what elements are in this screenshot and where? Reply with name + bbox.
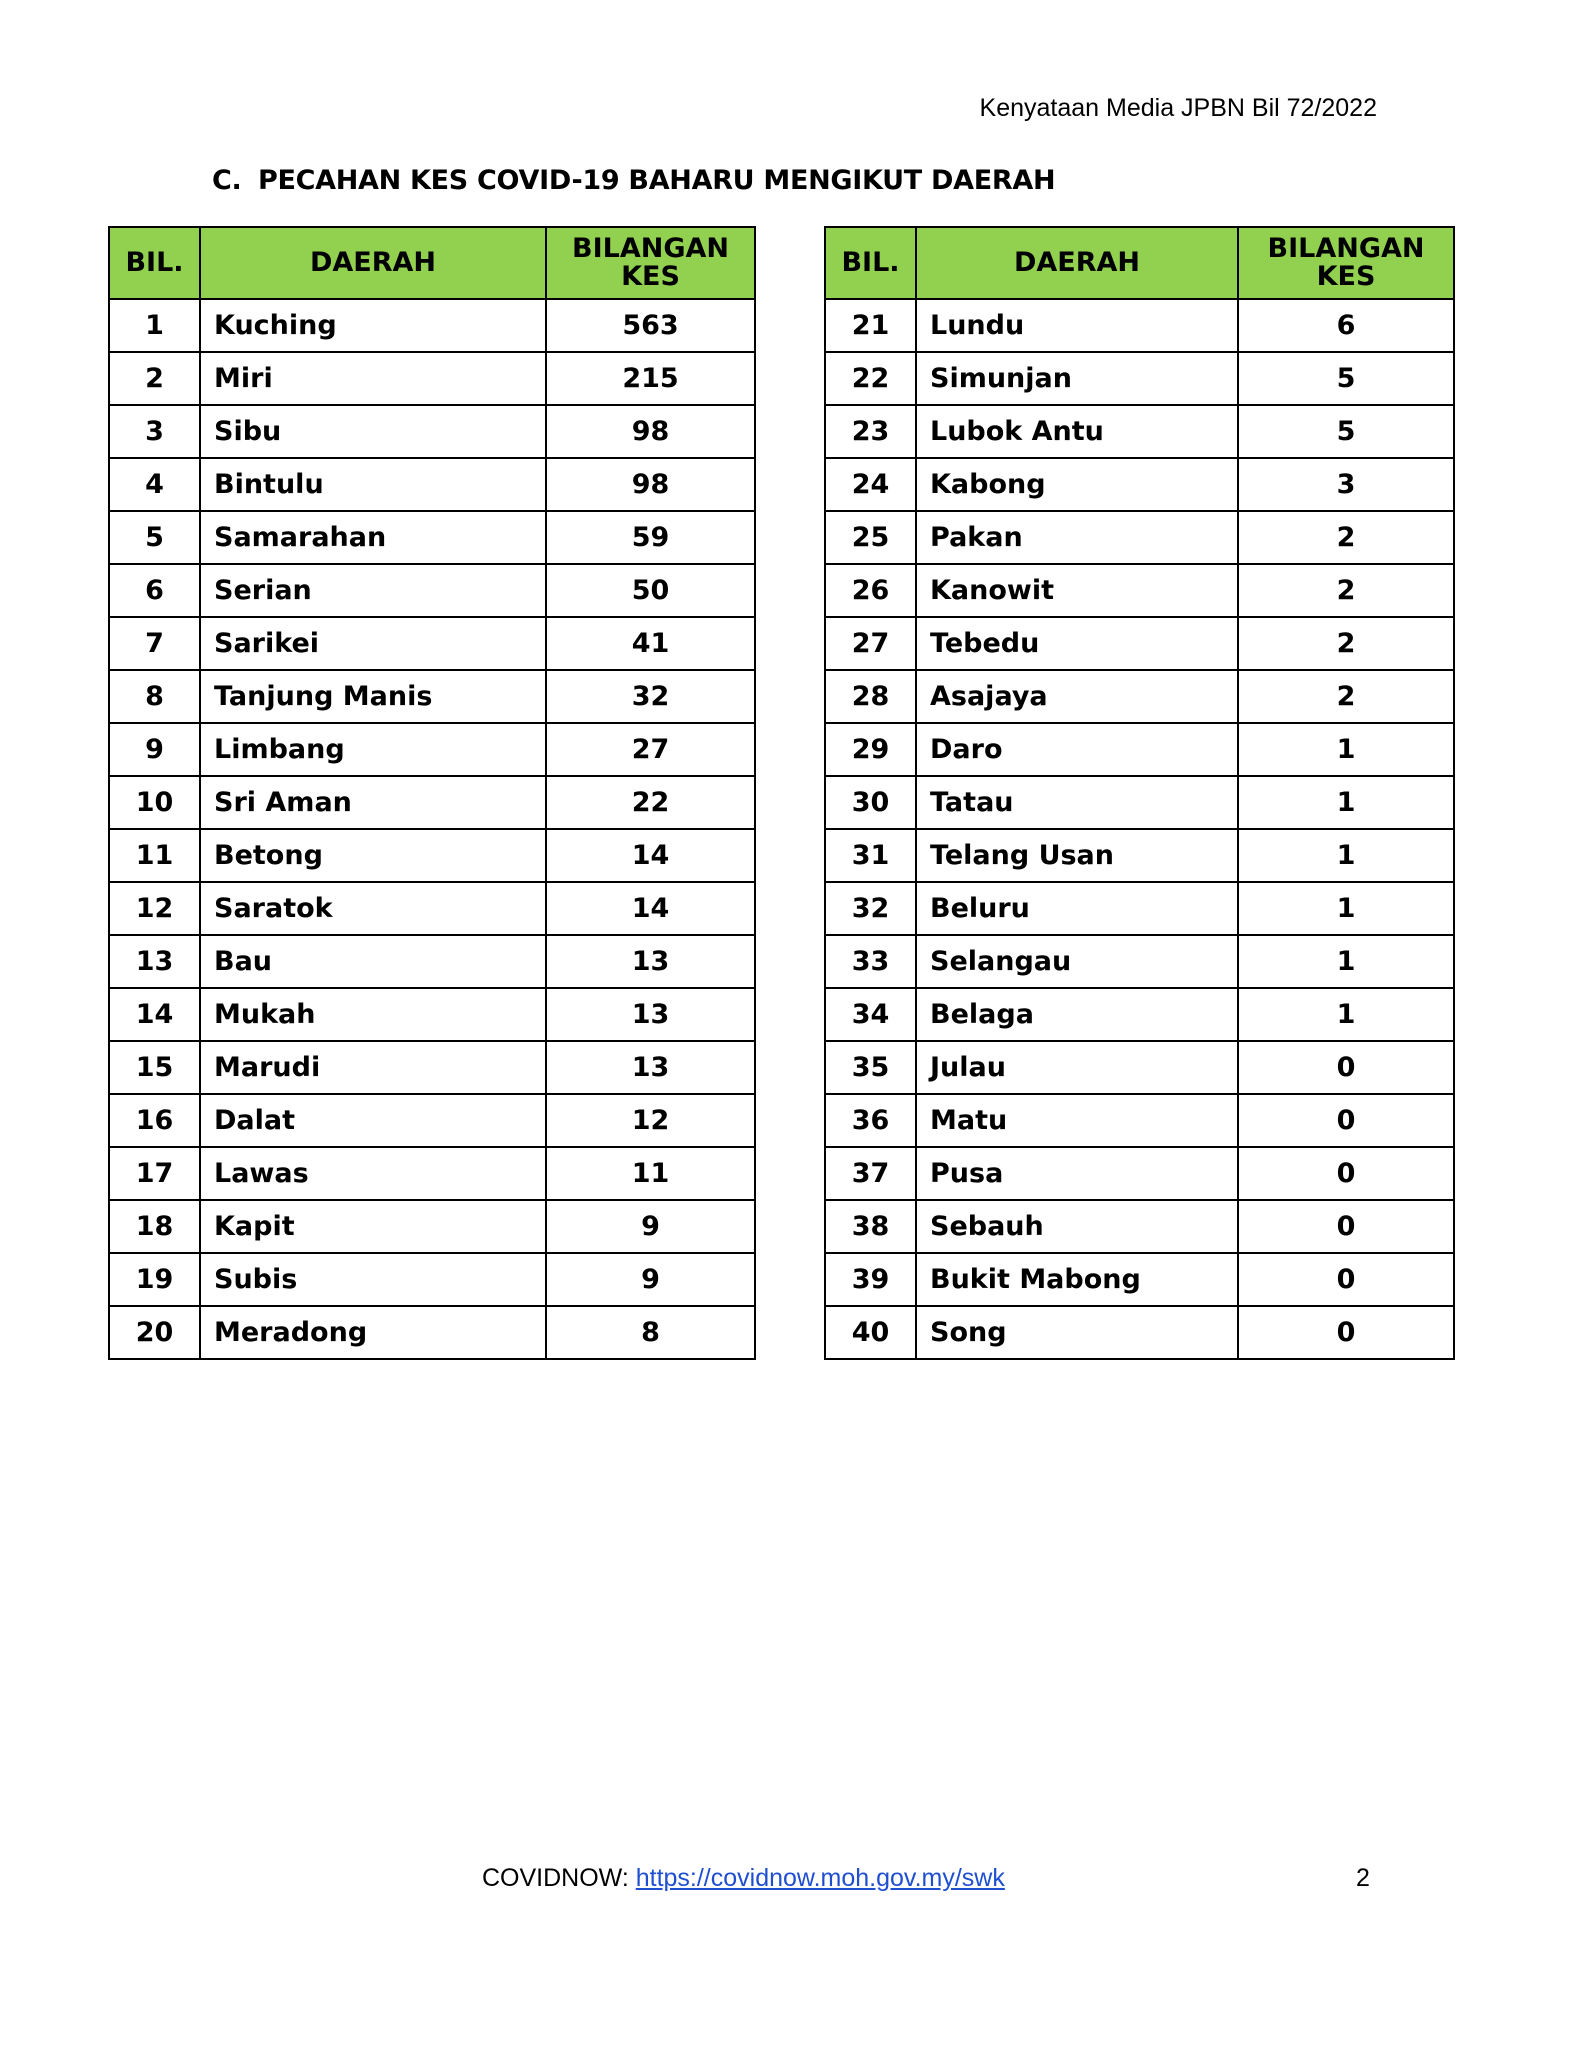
district-name-cell: Marudi xyxy=(200,1041,546,1094)
district-name-cell: Tanjung Manis xyxy=(200,670,546,723)
case-count-cell: 3 xyxy=(1238,458,1454,511)
case-count-cell: 0 xyxy=(1238,1306,1454,1359)
table-row xyxy=(109,1041,755,1094)
district-name-cell: Sebauh xyxy=(916,1200,1238,1253)
header-bilangan-line2: KES xyxy=(1316,261,1376,292)
district-name-cell: Asajaya xyxy=(916,670,1238,723)
case-count-cell: 2 xyxy=(1238,511,1454,564)
district-name-cell: Beluru xyxy=(916,882,1238,935)
row-number-cell: 37 xyxy=(825,1147,916,1200)
case-count-cell: 9 xyxy=(546,1200,755,1253)
case-count-cell: 563 xyxy=(546,299,755,352)
district-name-cell: Tatau xyxy=(916,776,1238,829)
row-number-cell: 34 xyxy=(825,988,916,1041)
table-row xyxy=(825,670,1454,723)
row-number-cell: 6 xyxy=(109,564,200,617)
case-count-cell: 14 xyxy=(546,829,755,882)
row-number-cell: 21 xyxy=(825,299,916,352)
case-count-cell: 22 xyxy=(546,776,755,829)
case-count-cell: 1 xyxy=(1238,935,1454,988)
district-name-cell: Belaga xyxy=(916,988,1238,1041)
district-name-cell: Kabong xyxy=(916,458,1238,511)
row-number-cell: 23 xyxy=(825,405,916,458)
district-name-cell: Telang Usan xyxy=(916,829,1238,882)
district-name-cell: Samarahan xyxy=(200,511,546,564)
case-count-cell: 2 xyxy=(1238,670,1454,723)
table-row xyxy=(825,1094,1454,1147)
table-row xyxy=(109,670,755,723)
row-number-cell: 13 xyxy=(109,935,200,988)
district-name-cell: Dalat xyxy=(200,1094,546,1147)
district-name-cell: Simunjan xyxy=(916,352,1238,405)
district-name-cell: Lundu xyxy=(916,299,1238,352)
case-count-cell: 2 xyxy=(1238,617,1454,670)
case-count-cell: 27 xyxy=(546,723,755,776)
case-count-cell: 11 xyxy=(546,1147,755,1200)
case-count-cell: 0 xyxy=(1238,1253,1454,1306)
case-count-cell: 98 xyxy=(546,405,755,458)
table-row xyxy=(825,1253,1454,1306)
table-row xyxy=(825,1306,1454,1359)
row-number-cell: 3 xyxy=(109,405,200,458)
case-count-cell: 32 xyxy=(546,670,755,723)
row-number-cell: 1 xyxy=(109,299,200,352)
table-body-left xyxy=(109,299,755,1359)
case-count-cell: 2 xyxy=(1238,564,1454,617)
row-number-cell: 32 xyxy=(825,882,916,935)
case-count-cell: 1 xyxy=(1238,829,1454,882)
case-count-cell: 59 xyxy=(546,511,755,564)
header-bilangan-line1: BILANGAN xyxy=(1267,233,1425,264)
row-number-cell: 27 xyxy=(825,617,916,670)
header-bil: BIL. xyxy=(825,227,916,299)
case-count-cell: 8 xyxy=(546,1306,755,1359)
case-count-cell: 13 xyxy=(546,935,755,988)
row-number-cell: 39 xyxy=(825,1253,916,1306)
case-count-cell: 13 xyxy=(546,1041,755,1094)
table-row xyxy=(825,352,1454,405)
district-table-left xyxy=(108,226,756,1360)
case-count-cell: 12 xyxy=(546,1094,755,1147)
table-row xyxy=(109,405,755,458)
district-name-cell: Tebedu xyxy=(916,617,1238,670)
table-row xyxy=(109,299,755,352)
table-row xyxy=(825,988,1454,1041)
section-title xyxy=(212,165,1055,196)
row-number-cell: 26 xyxy=(825,564,916,617)
district-name-cell: Subis xyxy=(200,1253,546,1306)
row-number-cell: 33 xyxy=(825,935,916,988)
district-name-cell: Bau xyxy=(200,935,546,988)
table-row xyxy=(109,352,755,405)
footer xyxy=(482,1864,1005,1893)
table-row xyxy=(825,1147,1454,1200)
table-row xyxy=(825,299,1454,352)
page-number: 2 xyxy=(1356,1864,1370,1892)
district-name-cell: Serian xyxy=(200,564,546,617)
case-count-cell: 6 xyxy=(1238,299,1454,352)
row-number-cell: 30 xyxy=(825,776,916,829)
row-number-cell: 16 xyxy=(109,1094,200,1147)
table-row xyxy=(109,458,755,511)
row-number-cell: 36 xyxy=(825,1094,916,1147)
district-name-cell: Bukit Mabong xyxy=(916,1253,1238,1306)
header-bil: BIL. xyxy=(109,227,200,299)
table-row xyxy=(109,776,755,829)
header-bilangan-line1: BILANGAN xyxy=(572,233,729,264)
row-number-cell: 25 xyxy=(825,511,916,564)
table-row xyxy=(825,1200,1454,1253)
case-count-cell: 98 xyxy=(546,458,755,511)
district-name-cell: Mukah xyxy=(200,988,546,1041)
district-name-cell: Saratok xyxy=(200,882,546,935)
row-number-cell: 19 xyxy=(109,1253,200,1306)
header-bilangan-kes xyxy=(1238,227,1454,299)
district-name-cell: Pusa xyxy=(916,1147,1238,1200)
district-name-cell: Daro xyxy=(916,723,1238,776)
district-name-cell: Sri Aman xyxy=(200,776,546,829)
case-count-cell: 0 xyxy=(1238,1094,1454,1147)
table-row xyxy=(825,564,1454,617)
row-number-cell: 18 xyxy=(109,1200,200,1253)
row-number-cell: 8 xyxy=(109,670,200,723)
district-name-cell: Julau xyxy=(916,1041,1238,1094)
table-row xyxy=(109,935,755,988)
district-name-cell: Kapit xyxy=(200,1200,546,1253)
case-count-cell: 50 xyxy=(546,564,755,617)
case-count-cell: 9 xyxy=(546,1253,755,1306)
footer-label: COVIDNOW: xyxy=(482,1864,636,1892)
header-bilangan-kes xyxy=(546,227,755,299)
row-number-cell: 28 xyxy=(825,670,916,723)
table-row xyxy=(825,617,1454,670)
table-row xyxy=(825,776,1454,829)
district-name-cell: Sibu xyxy=(200,405,546,458)
table-row xyxy=(825,829,1454,882)
row-number-cell: 7 xyxy=(109,617,200,670)
district-name-cell: Matu xyxy=(916,1094,1238,1147)
table-header-row xyxy=(825,227,1454,299)
district-name-cell: Lubok Antu xyxy=(916,405,1238,458)
table-row xyxy=(825,1041,1454,1094)
header-daerah: DAERAH xyxy=(200,227,546,299)
table-row xyxy=(109,511,755,564)
table-row xyxy=(825,723,1454,776)
section-title-text: PECAHAN KES COVID-19 BAHARU MENGIKUT DAERAH xyxy=(258,165,1056,196)
table-row xyxy=(109,1253,755,1306)
row-number-cell: 24 xyxy=(825,458,916,511)
row-number-cell: 22 xyxy=(825,352,916,405)
case-count-cell: 5 xyxy=(1238,352,1454,405)
table-row xyxy=(109,988,755,1041)
district-name-cell: Bintulu xyxy=(200,458,546,511)
table-row xyxy=(109,564,755,617)
district-name-cell: Song xyxy=(916,1306,1238,1359)
header-daerah: DAERAH xyxy=(916,227,1238,299)
table-row xyxy=(825,458,1454,511)
section-letter: C. xyxy=(212,165,242,196)
case-count-cell: 14 xyxy=(546,882,755,935)
table-body-right xyxy=(825,299,1454,1359)
table-row xyxy=(109,723,755,776)
case-count-cell: 0 xyxy=(1238,1147,1454,1200)
row-number-cell: 10 xyxy=(109,776,200,829)
case-count-cell: 1 xyxy=(1238,988,1454,1041)
row-number-cell: 38 xyxy=(825,1200,916,1253)
row-number-cell: 2 xyxy=(109,352,200,405)
district-name-cell: Sarikei xyxy=(200,617,546,670)
header-bilangan-line2: KES xyxy=(621,261,680,292)
row-number-cell: 9 xyxy=(109,723,200,776)
table-row xyxy=(109,617,755,670)
case-count-cell: 41 xyxy=(546,617,755,670)
district-name-cell: Kanowit xyxy=(916,564,1238,617)
row-number-cell: 5 xyxy=(109,511,200,564)
case-count-cell: 0 xyxy=(1238,1041,1454,1094)
row-number-cell: 17 xyxy=(109,1147,200,1200)
case-count-cell: 1 xyxy=(1238,723,1454,776)
district-name-cell: Kuching xyxy=(200,299,546,352)
district-name-cell: Meradong xyxy=(200,1306,546,1359)
district-name-cell: Selangau xyxy=(916,935,1238,988)
table-row xyxy=(109,1094,755,1147)
case-count-cell: 13 xyxy=(546,988,755,1041)
row-number-cell: 31 xyxy=(825,829,916,882)
district-name-cell: Betong xyxy=(200,829,546,882)
case-count-cell: 1 xyxy=(1238,776,1454,829)
district-name-cell: Miri xyxy=(200,352,546,405)
district-name-cell: Lawas xyxy=(200,1147,546,1200)
row-number-cell: 4 xyxy=(109,458,200,511)
row-number-cell: 35 xyxy=(825,1041,916,1094)
case-count-cell: 215 xyxy=(546,352,755,405)
case-count-cell: 0 xyxy=(1238,1200,1454,1253)
table-row xyxy=(109,1147,755,1200)
table-row xyxy=(109,882,755,935)
table-row xyxy=(825,405,1454,458)
district-name-cell: Pakan xyxy=(916,511,1238,564)
covidnow-link[interactable]: https://covidnow.moh.gov.my/swk xyxy=(635,1864,1005,1892)
table-row xyxy=(109,1306,755,1359)
row-number-cell: 11 xyxy=(109,829,200,882)
case-count-cell: 1 xyxy=(1238,882,1454,935)
row-number-cell: 14 xyxy=(109,988,200,1041)
table-row xyxy=(825,935,1454,988)
table-row xyxy=(825,511,1454,564)
row-number-cell: 40 xyxy=(825,1306,916,1359)
table-row xyxy=(825,882,1454,935)
row-number-cell: 15 xyxy=(109,1041,200,1094)
case-count-cell: 5 xyxy=(1238,405,1454,458)
table-header-row xyxy=(109,227,755,299)
document-reference: Kenyataan Media JPBN Bil 72/2022 xyxy=(979,94,1377,122)
row-number-cell: 20 xyxy=(109,1306,200,1359)
table-row xyxy=(109,829,755,882)
district-name-cell: Limbang xyxy=(200,723,546,776)
row-number-cell: 12 xyxy=(109,882,200,935)
row-number-cell: 29 xyxy=(825,723,916,776)
district-table-right xyxy=(824,226,1455,1360)
table-row xyxy=(109,1200,755,1253)
